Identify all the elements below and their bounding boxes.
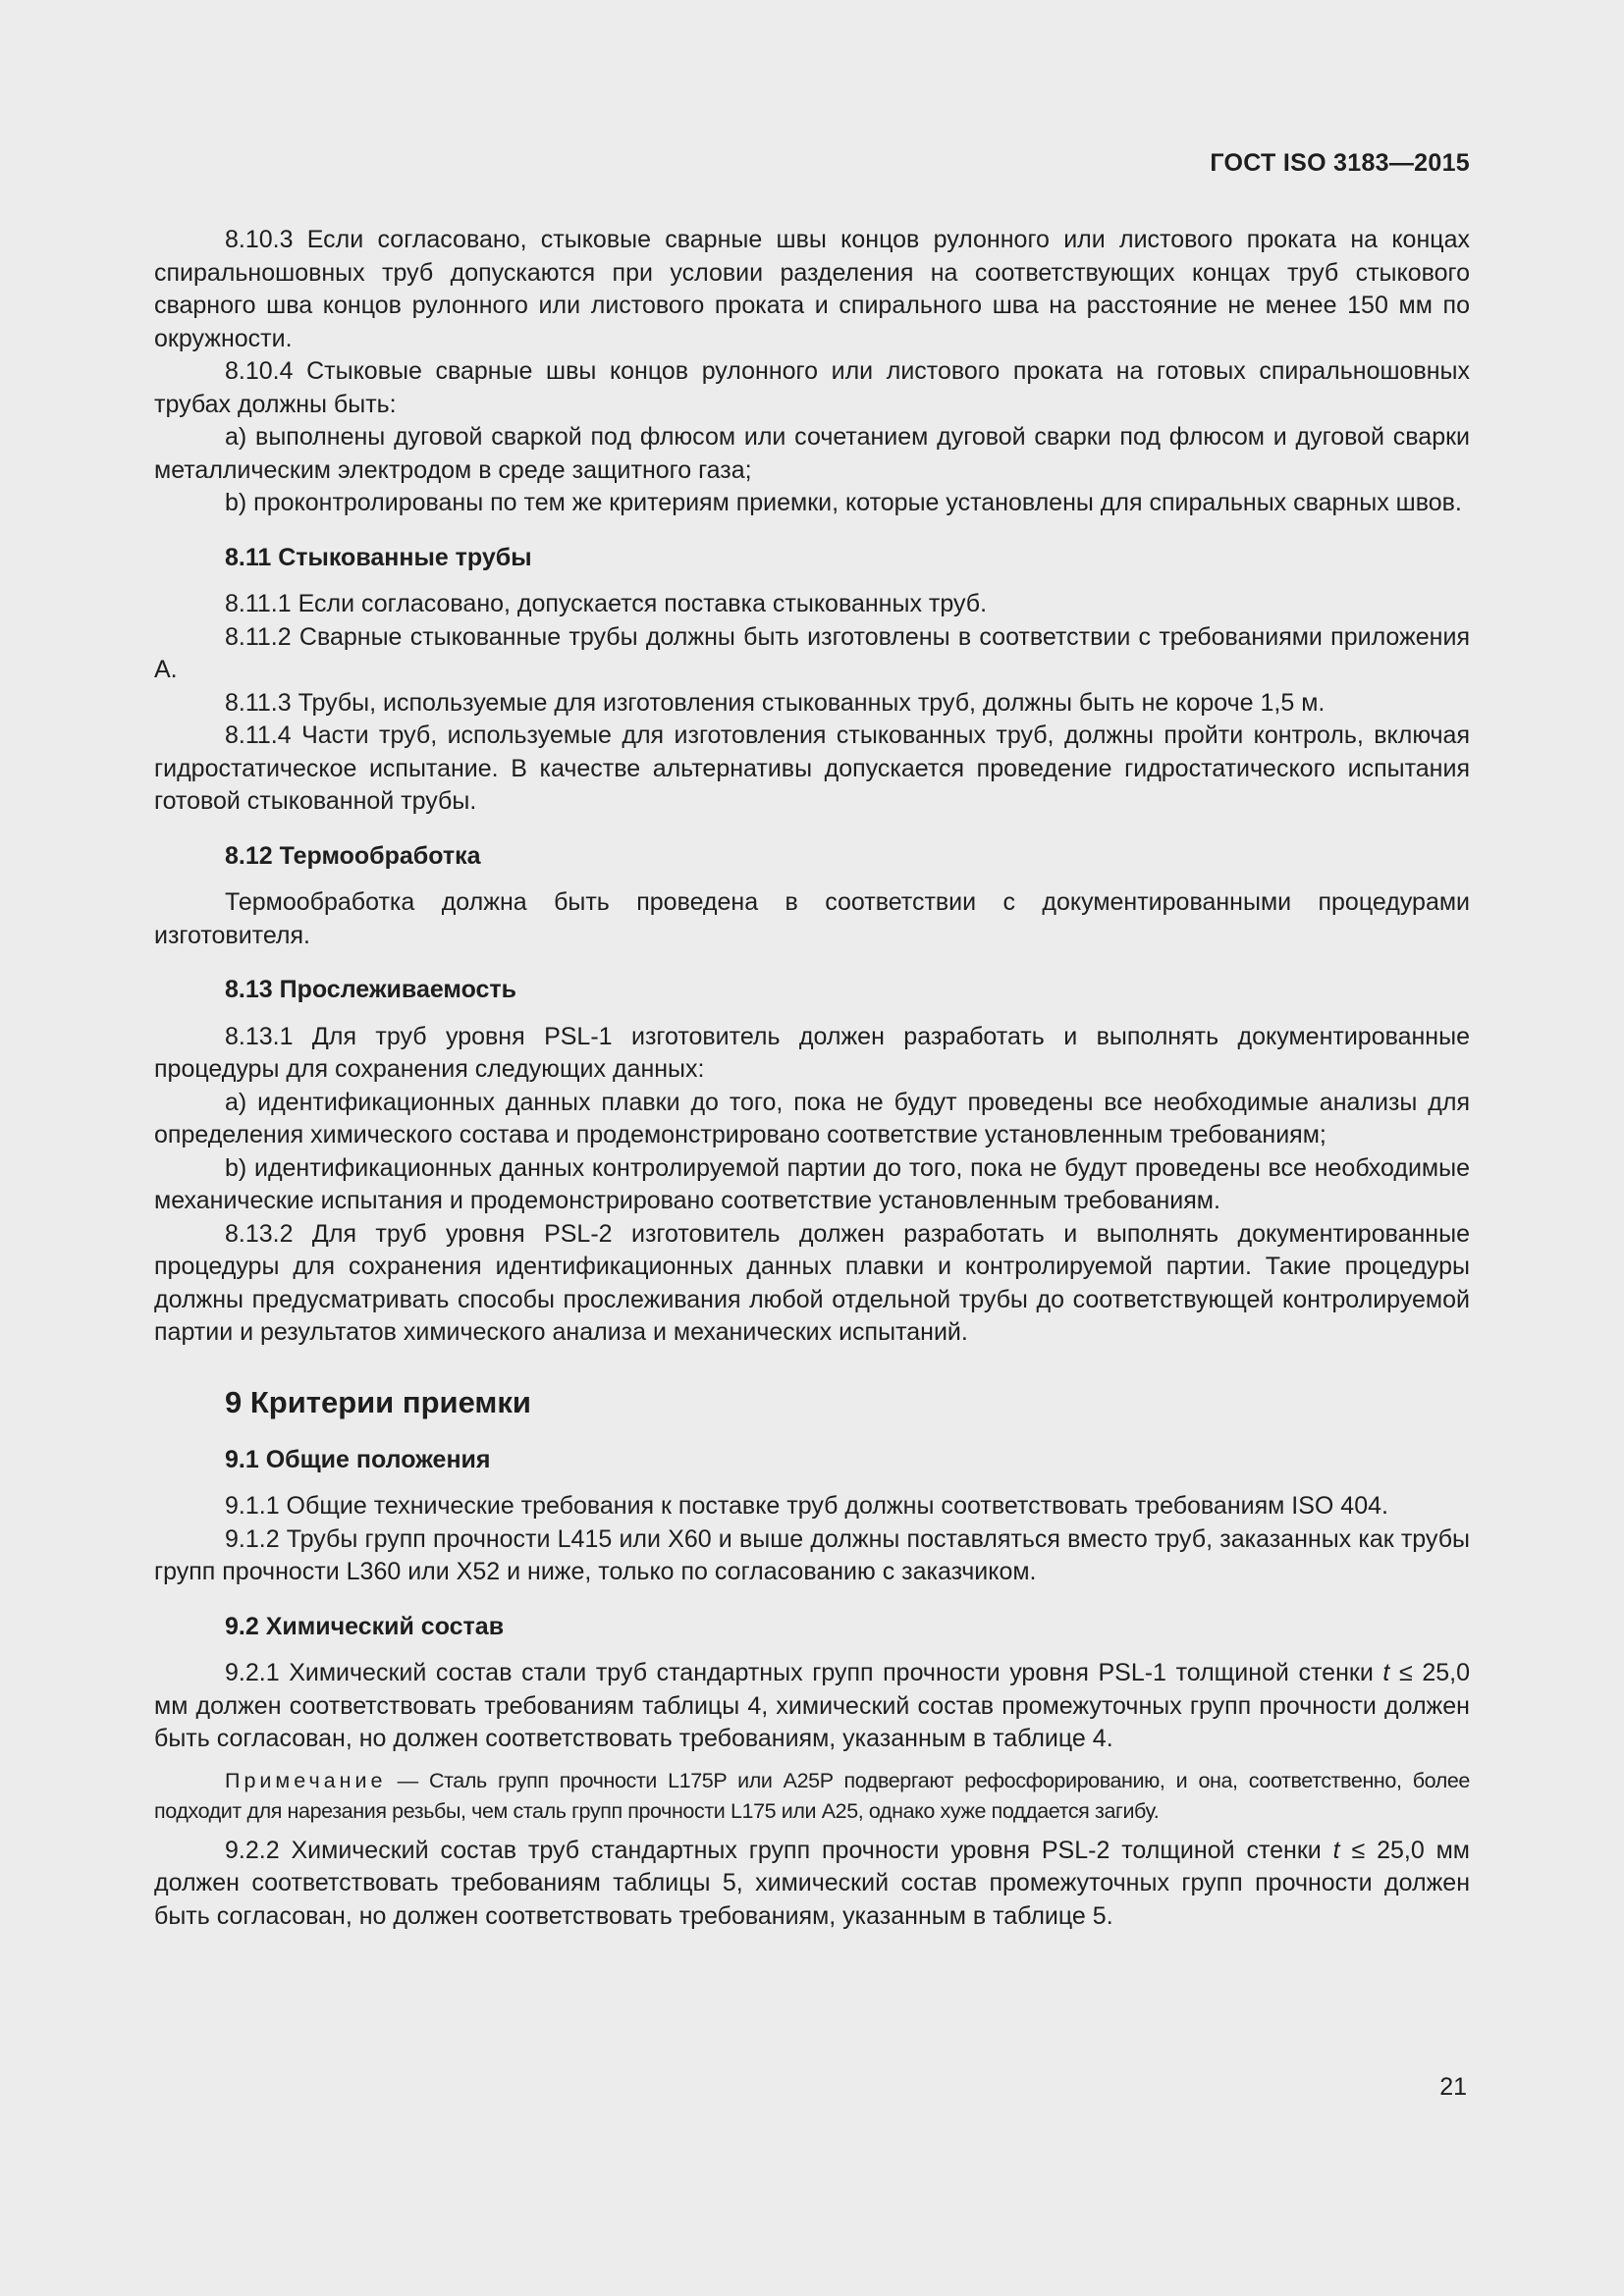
paragraph: Термообработка должна быть проведена в соответствии с документированными процедурами изготовителя. (154, 888, 1470, 949)
section-heading: 8.13 Прослеживаемость (225, 976, 517, 1003)
note-label: Примечание (225, 1768, 387, 1792)
page-number: 21 (1439, 2073, 1467, 2101)
paragraph: 8.13.2 Для труб уровня PSL-2 изготовитель должен разработать и выполнять документированные процедуры для сохранения идентификационных данных плавки и контролируемой партии. Такие процедуры должны предусматривать способы прослеживания любой отдельной трубы до соответствующей контролируемой партии и результатов химического анализа и механических испытаний. (154, 1219, 1470, 1346)
paragraph: 8.11.4 Части труб, используемые для изготовления стыкованных труб, должны пройти контроль, включая гидростатическое испытание. В качестве альтернативы допускается проведение гидростатического испытания готовой стыкованной трубы. (154, 721, 1470, 815)
paragraph: 8.11.2 Сварные стыкованные трубы должны быть изготовлены в соответствии с требованиями приложения А. (154, 622, 1470, 683)
paragraph (154, 1835, 1470, 1934)
paragraph-rest: ≤ 25,0 мм должен соответствовать требованиям таблицы 4, химический состав промежуточных групп прочности должен быть согласован, но должен соответствовать требованиям, указанным в таблице 4. (154, 1659, 1470, 1752)
section-heading: 9.2 Химический состав (225, 1612, 505, 1640)
list-item: b) идентификационных данных контролируемой партии до того, пока не будут проведены все необходимые механические испытания и продемонстрировано соответствие установленным требованиям. (154, 1153, 1470, 1214)
section-heading: 8.12 Термообработка (225, 841, 481, 870)
paragraph: 8.13.1 Для труб уровня PSL-1 изготовитель должен разработать и выполнять документированные процедуры для сохранения следующих данных: (154, 1022, 1470, 1083)
list-item: b) проконтролированы по тем же критериям приемки, которые установлены для спиральных сварных швов. (225, 489, 1462, 516)
paragraph (154, 1657, 1470, 1756)
list-item: a) выполнены дуговой сваркой под флюсом или сочетанием дуговой сварки под флюсом и дуговой сварки металлическим электродом в среде защитного газа; (154, 423, 1470, 484)
note (154, 1766, 1470, 1827)
document-header: ГОСТ ISO 3183—2015 (1210, 149, 1470, 177)
paragraph: 9.1.2 Трубы групп прочности L415 или X60 и выше должны поставляться вместо труб, заказанных как трубы групп прочности L360 или X52 и ниже, только по согласованию с заказчиком. (154, 1524, 1470, 1585)
section-heading: 8.11 Стыкованные трубы (225, 543, 532, 571)
paragraph: 8.11.3 Трубы, используемые для изготовления стыкованных труб, должны быть не короче 1,5 м. (225, 688, 1326, 717)
note-text: — Сталь групп прочности L175P или A25P подвергают рефосфорированию, и она, соответственно, более подходит для нарезания резьбы, чем сталь групп прочности L175 или A25, однако хуже поддается загибу. (154, 1768, 1470, 1823)
chapter-heading: 9 Критерии приемки (225, 1384, 531, 1419)
variable-t: t (1382, 1659, 1390, 1686)
document-body (154, 224, 1470, 1933)
paragraph: 8.10.3 Если согласовано, стыковые сварные швы концов рулонного или листового проката на концах спиральношовных труб допускаются при условии разделения на соответствующих концах труб стыкового сварного шва концов рулонного или листового проката и спирального шва на расстояние не менее 150 мм по окружности. (154, 226, 1470, 352)
paragraph: 8.10.4 Стыковые сварные швы концов рулонного или листового проката на готовых спиральношовных трубах должны быть: (154, 357, 1470, 418)
paragraph-prefix: 9.2.2 Химический состав труб стандартных групп прочности уровня PSL-2 толщиной стенки (225, 1836, 1333, 1864)
paragraph: 8.11.1 Если согласовано, допускается поставка стыкованных труб. (225, 590, 988, 617)
section-heading: 9.1 Общие положения (225, 1445, 491, 1473)
variable-t: t (1332, 1836, 1340, 1864)
paragraph-rest: ≤ 25,0 мм должен соответствовать требованиям таблицы 5, химический состав промежуточных групп прочности должен быть согласован, но должен соответствовать требованиям, указанным в таблице 5. (154, 1836, 1470, 1930)
paragraph-prefix: 9.2.1 Химический состав стали труб стандартных групп прочности уровня PSL-1 толщиной стенки (225, 1659, 1383, 1686)
paragraph: 9.1.1 Общие технические требования к поставке труб должны соответствовать требованиям ISO 404. (225, 1492, 1388, 1520)
list-item: a) идентификационных данных плавки до того, пока не будут проведены все необходимые анализы для определения химического состава и продемонстрировано соответствие установленным требованиям; (154, 1088, 1470, 1148)
